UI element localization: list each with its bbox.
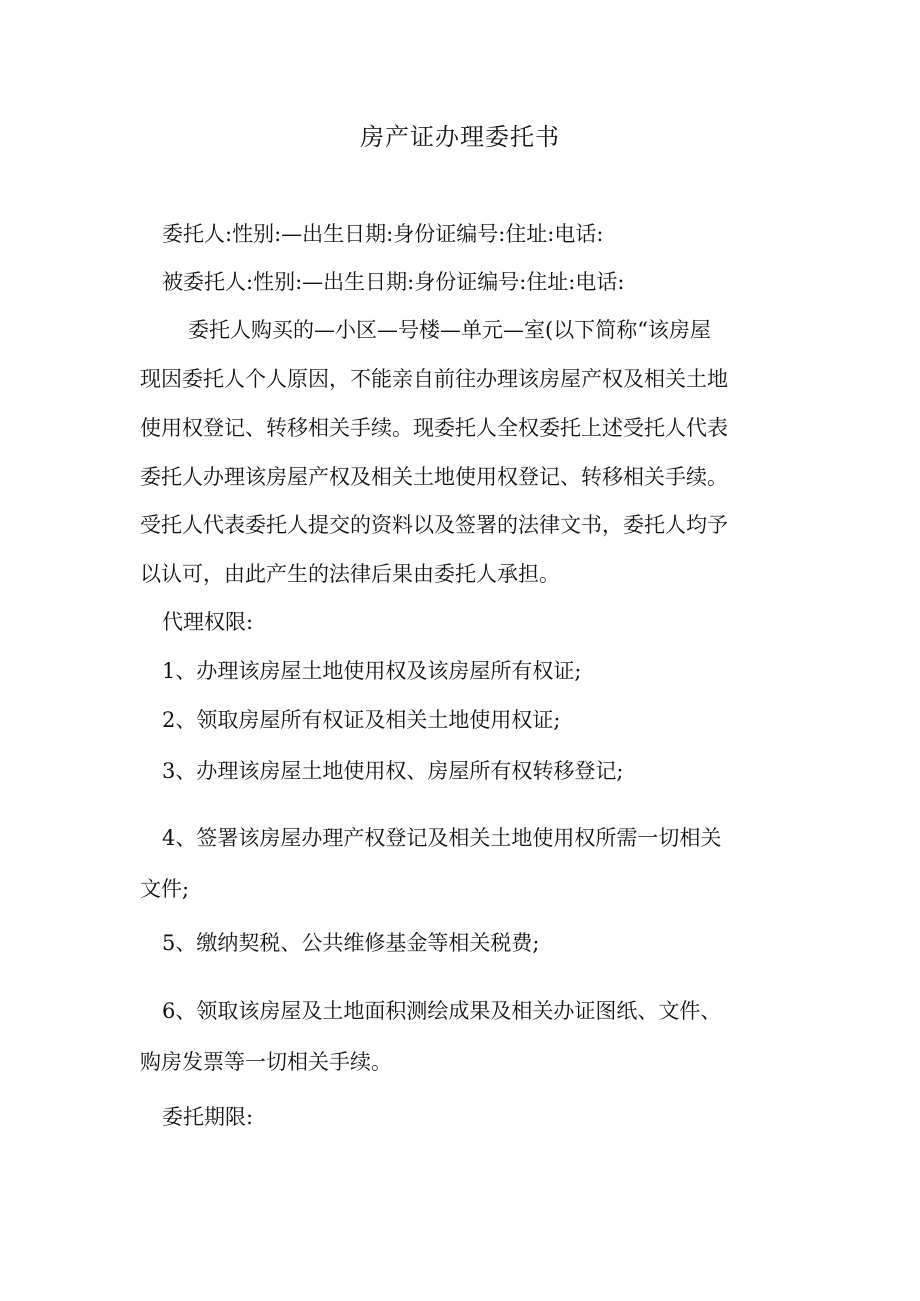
- authority-item: 5、缴纳契税、公共维修基金等相关税费;: [162, 931, 540, 955]
- body-paragraph-line: 委托人办理该房屋产权及相关土地使用权登记、转移相关手续。: [140, 465, 728, 489]
- authority-item-continuation: 文件;: [140, 877, 190, 901]
- body-paragraph-line: 现因委托人个人原因，不能亲自前往办理该房屋产权及相关土地: [140, 367, 728, 391]
- principal-info-line: 委托人:性别:—出生日期:身份证编号:住址:电话:: [162, 222, 604, 246]
- document-title: 房产证办理委托书: [360, 123, 560, 151]
- body-paragraph-line: 使用权登记、转移相关手续。现委托人全权委托上述受托人代表: [140, 416, 728, 440]
- authority-item: 3、办理该房屋土地使用权、房屋所有权转移登记;: [162, 759, 624, 783]
- authority-item: 4、签署该房屋办理产权登记及相关土地使用权所需一切相关: [162, 826, 722, 850]
- body-paragraph-line: 受托人代表委托人提交的资料以及签署的法律文书，委托人均予: [140, 513, 728, 537]
- authority-item: 1、办理该房屋土地使用权及该房屋所有权证;: [162, 659, 582, 683]
- term-heading: 委托期限:: [162, 1105, 254, 1129]
- authority-heading: 代理权限:: [162, 610, 254, 634]
- body-paragraph-line: 委托人购买的—小区—号楼—单元—室(以下简称“该房屋: [188, 318, 711, 342]
- body-paragraph-line: 以认可，由此产生的法律后果由委托人承担。: [140, 562, 560, 586]
- authority-item: 2、领取房屋所有权证及相关土地使用权证;: [162, 708, 561, 732]
- authority-item-continuation: 购房发票等一切相关手续。: [140, 1050, 392, 1074]
- agent-info-line: 被委托人:性别:—出生日期:身份证编号:住址:电话:: [162, 270, 625, 294]
- authority-item: 6、领取该房屋及土地面积测绘成果及相关办证图纸、文件、: [162, 999, 722, 1023]
